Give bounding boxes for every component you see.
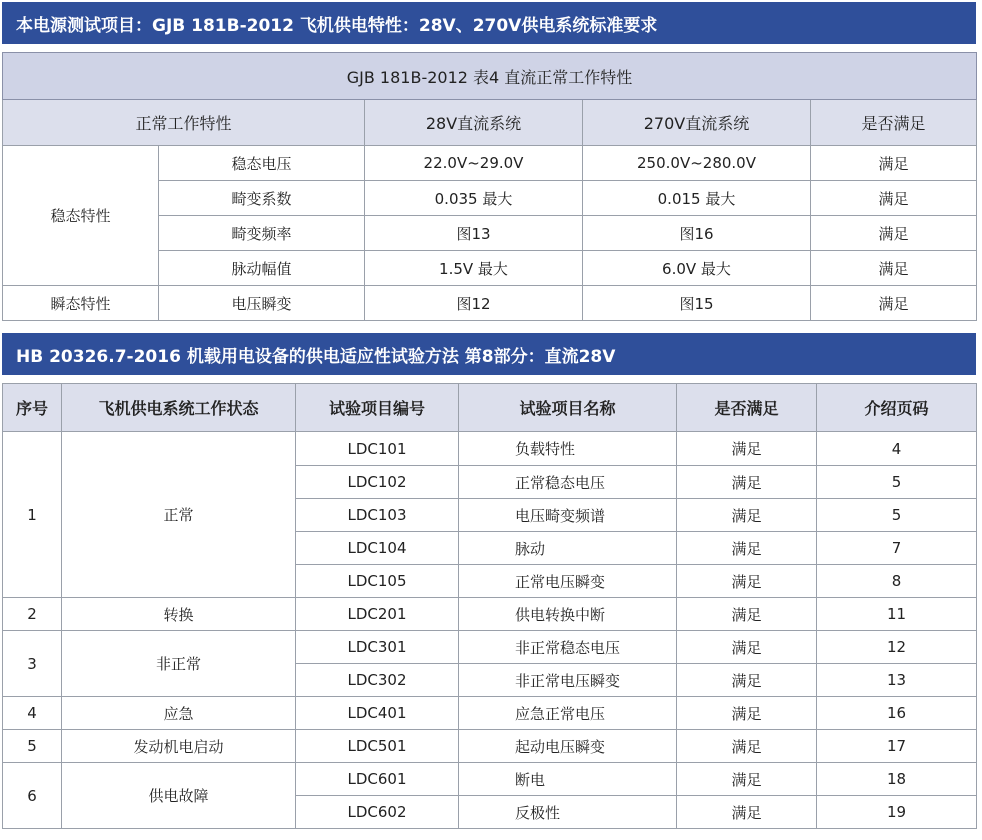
ok-cell: 满足 [811, 251, 977, 286]
name-cell: 正常稳态电压 [459, 466, 677, 499]
table-row [3, 697, 977, 730]
item-cell: 电压瞬变 [159, 286, 365, 321]
table-caption: GJB 181B-2012 表4 直流正常工作特性 [3, 53, 977, 100]
ok-cell: 满足 [677, 763, 817, 796]
value-28v: 图12 [365, 286, 583, 321]
group-no: 4 [3, 697, 62, 730]
ok-cell: 满足 [677, 730, 817, 763]
ok-cell: 满足 [677, 697, 817, 730]
code-cell: LDC401 [296, 697, 459, 730]
name-cell: 反极性 [459, 796, 677, 829]
page-cell: 12 [817, 631, 977, 664]
group-no: 3 [3, 631, 62, 697]
page-cell: 5 [817, 499, 977, 532]
group-steady: 稳态特性 [3, 146, 159, 286]
name-cell: 断电 [459, 763, 677, 796]
group-transient: 瞬态特性 [3, 286, 159, 321]
ok-cell: 满足 [677, 532, 817, 565]
ok-cell: 满足 [677, 796, 817, 829]
name-cell: 电压畸变频谱 [459, 499, 677, 532]
name-cell: 负载特性 [459, 432, 677, 466]
page-cell: 5 [817, 466, 977, 499]
value-270v: 6.0V 最大 [583, 251, 811, 286]
group-state: 供电故障 [62, 763, 296, 829]
ok-cell: 满足 [677, 565, 817, 598]
name-cell: 非正常电压瞬变 [459, 664, 677, 697]
table-row [3, 286, 977, 321]
group-state: 正常 [62, 432, 296, 598]
ok-cell: 满足 [811, 181, 977, 216]
value-28v: 图13 [365, 216, 583, 251]
item-cell: 畸变系数 [159, 181, 365, 216]
item-cell: 稳态电压 [159, 146, 365, 181]
group-state: 应急 [62, 697, 296, 730]
value-270v: 图16 [583, 216, 811, 251]
page-cell: 13 [817, 664, 977, 697]
header-name: 试验项目名称 [459, 384, 677, 432]
group-state: 发动机电启动 [62, 730, 296, 763]
header-page: 介绍页码 [817, 384, 977, 432]
ok-cell: 满足 [677, 664, 817, 697]
name-cell: 非正常稳态电压 [459, 631, 677, 664]
code-cell: LDC201 [296, 598, 459, 631]
value-270v: 图15 [583, 286, 811, 321]
name-cell: 脉动 [459, 532, 677, 565]
group-no: 2 [3, 598, 62, 631]
header-characteristic: 正常工作特性 [3, 100, 365, 146]
code-cell: LDC101 [296, 432, 459, 466]
name-cell: 起动电压瞬变 [459, 730, 677, 763]
header-state: 飞机供电系统工作状态 [62, 384, 296, 432]
page-cell: 18 [817, 763, 977, 796]
hb-table [2, 383, 977, 829]
value-28v: 1.5V 最大 [365, 251, 583, 286]
code-cell: LDC302 [296, 664, 459, 697]
table-row [3, 146, 977, 181]
page-cell: 17 [817, 730, 977, 763]
code-cell: LDC104 [296, 532, 459, 565]
ok-cell: 满足 [811, 216, 977, 251]
group-state: 转换 [62, 598, 296, 631]
item-cell: 畸变频率 [159, 216, 365, 251]
group-state: 非正常 [62, 631, 296, 697]
ok-cell: 满足 [677, 466, 817, 499]
page-cell: 16 [817, 697, 977, 730]
page-cell: 19 [817, 796, 977, 829]
table-row [3, 730, 977, 763]
code-cell: LDC102 [296, 466, 459, 499]
code-cell: LDC301 [296, 631, 459, 664]
table-row [3, 631, 977, 664]
gjb-table [2, 52, 977, 321]
header-satisfied: 是否满足 [811, 100, 977, 146]
ok-cell: 满足 [677, 631, 817, 664]
page-cell: 4 [817, 432, 977, 466]
ok-cell: 满足 [811, 286, 977, 321]
table-row [3, 763, 977, 796]
code-cell: LDC602 [296, 796, 459, 829]
code-cell: LDC105 [296, 565, 459, 598]
value-270v: 250.0V~280.0V [583, 146, 811, 181]
header-no: 序号 [3, 384, 62, 432]
group-no: 1 [3, 432, 62, 598]
header-270v: 270V直流系统 [583, 100, 811, 146]
name-cell: 应急正常电压 [459, 697, 677, 730]
code-cell: LDC501 [296, 730, 459, 763]
ok-cell: 满足 [811, 146, 977, 181]
name-cell: 供电转换中断 [459, 598, 677, 631]
table-row [3, 432, 977, 466]
code-cell: LDC601 [296, 763, 459, 796]
code-cell: LDC103 [296, 499, 459, 532]
header-28v: 28V直流系统 [365, 100, 583, 146]
header-code: 试验项目编号 [296, 384, 459, 432]
item-cell: 脉动幅值 [159, 251, 365, 286]
page-cell: 7 [817, 532, 977, 565]
group-no: 6 [3, 763, 62, 829]
ok-cell: 满足 [677, 499, 817, 532]
page-cell: 11 [817, 598, 977, 631]
group-no: 5 [3, 730, 62, 763]
gjb-banner: 本电源测试项目：GJB 181B-2012 飞机供电特性：28V、270V供电系统标准要求 [2, 2, 976, 44]
header-ok: 是否满足 [677, 384, 817, 432]
table-row [3, 598, 977, 631]
hb-banner: HB 20326.7-2016 机载用电设备的供电适应性试验方法 第8部分：直流28V [2, 333, 976, 375]
value-28v: 0.035 最大 [365, 181, 583, 216]
ok-cell: 满足 [677, 432, 817, 466]
ok-cell: 满足 [677, 598, 817, 631]
page-cell: 8 [817, 565, 977, 598]
name-cell: 正常电压瞬变 [459, 565, 677, 598]
value-270v: 0.015 最大 [583, 181, 811, 216]
value-28v: 22.0V~29.0V [365, 146, 583, 181]
